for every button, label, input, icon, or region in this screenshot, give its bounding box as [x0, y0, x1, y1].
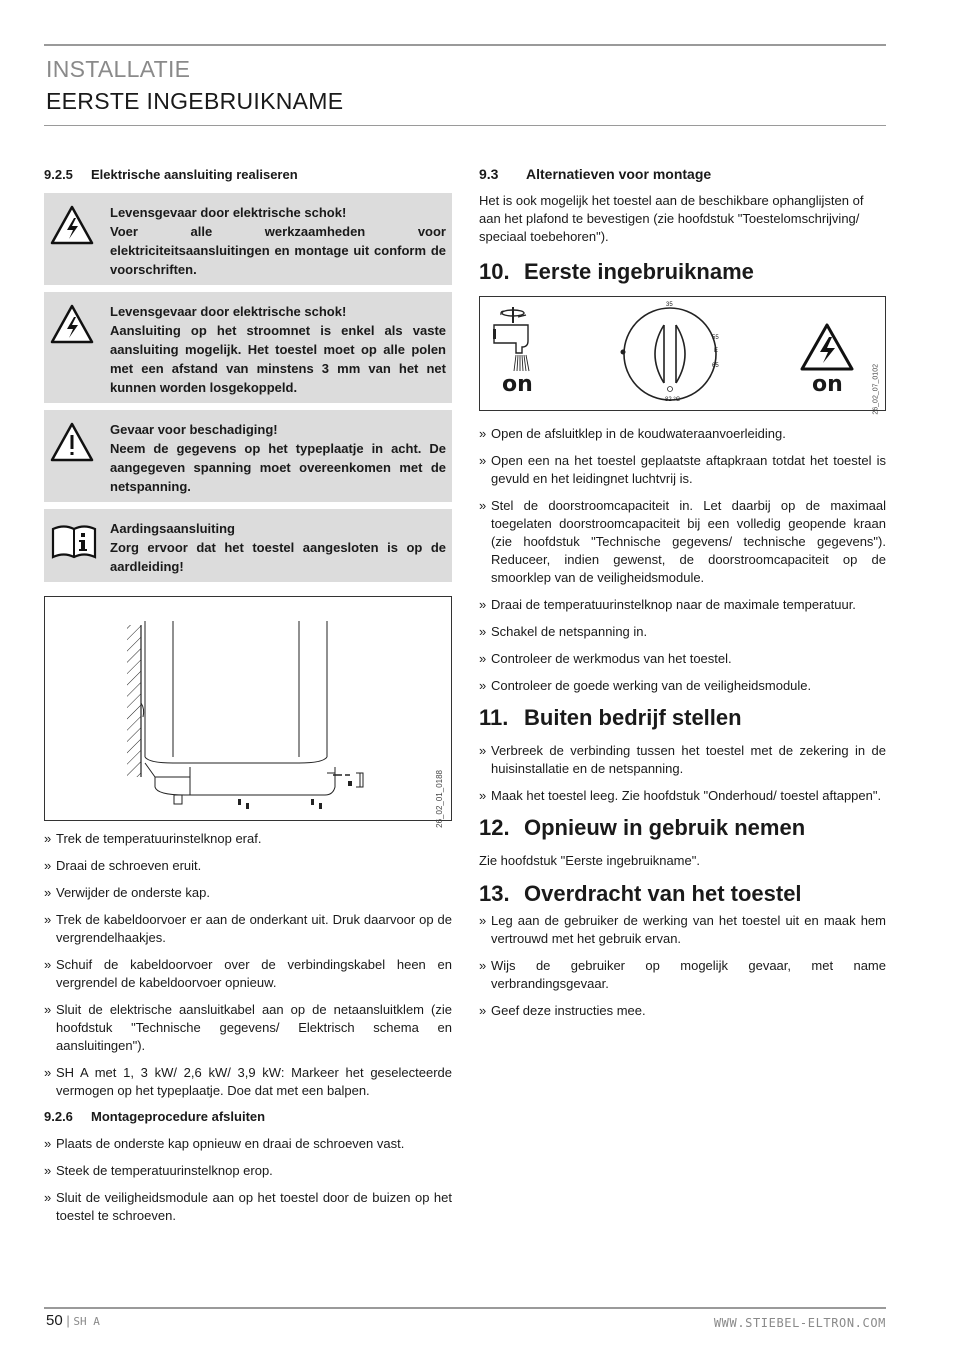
list-item: » Verbreek de verbinding tussen het toestel met de zekering in de huisinstallatie en de netspanning. [479, 743, 886, 776]
list-item: » SH A met 1, 3 kW/ 2,6 kW/ 3,9 kW: Markeer het geselecteerde vermogen op het typeplaatje. Doe dat met een balpen. [44, 1065, 452, 1098]
list-item: » Wijs de gebruiker op mogelijk gevaar, met name verbrandingsgevaar. [479, 958, 886, 991]
bullet-marker: » [479, 624, 487, 639]
list-item: » Sluit de veiligheidsmodule aan op het toestel door de buizen op het toestel te schroeven. [44, 1190, 452, 1223]
list-item: » Draai de temperatuurinstelknop naar de maximale temperatuur. [479, 597, 856, 612]
bullet-marker: » [44, 858, 52, 873]
header-top-rule [44, 44, 886, 46]
bullet-marker: » [44, 1190, 52, 1205]
paragraph: Het is ook mogelijk het toestel aan de beschikbare ophanglijsten of aan het plafond te bevestigen (zie hoofdstuk "Toestelomschrijving/ speciaal toebehoren"). [479, 193, 864, 244]
website-link[interactable]: WWW.STIEBEL-ELTRON.COM [713, 1316, 886, 1330]
list-item: » Schakel de netspanning in. [479, 624, 648, 639]
header-bottom-rule [44, 125, 886, 126]
bullet-marker: » [44, 831, 52, 846]
list-item: » Controleer de werkmodus van het toestel. [479, 651, 732, 666]
list-item: » Geef deze instructies mee. [479, 1003, 646, 1018]
chapter-number: 13. [479, 881, 510, 906]
electric-hazard-icon [50, 302, 110, 397]
startup-figure [479, 296, 886, 415]
bullet-marker: » [479, 678, 487, 693]
section-heading-9-2-5 [44, 166, 452, 184]
note-body: Zorg ervoor dat het toestel aangesloten is op de aardleiding! [110, 540, 446, 574]
list-item: » Draai de schroeven eruit. [44, 858, 202, 873]
chapter-number: 12. [479, 815, 510, 840]
figure-code: 26_02_07_0102 [873, 364, 880, 415]
bullet-marker: » [44, 885, 52, 900]
list-item: » Maak het toestel leeg. Zie hoofdstuk "Onderhoud/ toestel aftappen". [479, 788, 882, 803]
section-number: 9.3 [479, 166, 499, 182]
bullet-marker: » [479, 958, 487, 973]
dial-label: 65 [712, 363, 719, 369]
chapter-title: Eerste ingebruikname [524, 259, 754, 284]
chapter-title: Buiten bedrijf stellen [524, 705, 742, 730]
list-item: » Stel de doorstroomcapaciteit in. Let daarbij op de maximaal toegelaten doorstroomcapaciteit bij een volledig geopende kraan (zie hoofdstuk "Technische gegevens/ technische gegevens"). Reduceer, indien gewenst, de doorstroomcapaciteit op de smoorklep van de veiligheidsmodule. [479, 498, 886, 585]
footer-separator: | [66, 1313, 70, 1328]
bullet-marker: » [479, 453, 487, 468]
footer-rule [44, 1307, 886, 1309]
list-item: » Steek de temperatuurinstelknop erop. [44, 1163, 273, 1178]
list-item: » Plaats de onderste kap opnieuw en draai de schroeven vast. [44, 1136, 405, 1151]
temperature-dial-icon [621, 308, 717, 400]
warning-body: Aansluiting op het stroomnet is enkel als vaste aansluiting mogelijk. Het toestel moet op alle polen met een afstand van minstens 3 mm van het net kunnen worden losgekoppeld. [110, 323, 446, 395]
bullet-marker: » [44, 1002, 52, 1017]
list-item: » Schuif de kabeldoorvoer over de verbindingskabel heen en vergrendel de kabeldoorvoer opnieuw. [44, 957, 452, 990]
appliance-bottom-drawing [45, 597, 451, 820]
bullet-marker: » [479, 743, 487, 758]
section-number: 9.2.6 [44, 1109, 73, 1124]
warning-heading: Levensgevaar door elektrische schok! [110, 205, 347, 220]
list-item: » Verwijder de onderste kap. [44, 885, 210, 900]
bullet-marker: » [44, 957, 52, 972]
dial-label: 82 °C [665, 397, 681, 403]
on-label-water: on [502, 372, 533, 397]
footer-left [46, 1312, 100, 1331]
chapter-number: 10. [479, 259, 510, 284]
list-item: » Open de afsluitklep in de koudwateraanvoerleiding. [479, 426, 786, 441]
page-section-title: INSTALLATIE [46, 56, 191, 82]
list-item: » Trek de kabeldoorvoer er aan de onderkant uit. Druk daarvoor op de vergrendelhaakjes. [44, 912, 452, 945]
chapter-title: Opnieuw in gebruik nemen [524, 815, 806, 840]
electric-power-icon [802, 325, 852, 369]
bullet-marker: » [479, 1003, 487, 1018]
right-column [479, 165, 886, 1029]
section-title: Alternatieven voor montage [526, 166, 712, 182]
manual-info-icon [50, 519, 110, 576]
chapter-title: Overdracht van het toestel [524, 881, 802, 906]
bullet-marker: » [479, 597, 487, 612]
on-label-power: on [812, 372, 843, 397]
warning-heading: Levensgevaar door elektrische schok! [110, 304, 347, 319]
left-column [44, 166, 452, 1234]
section-title: Elektrische aansluiting realiseren [91, 167, 298, 182]
chapter-heading-10 [479, 258, 886, 286]
bullet-marker: » [44, 1065, 52, 1080]
warning-body: Voer alle werkzaamheden voor elektriciteitsaansluitingen en montage uit conform de voorschriften. [110, 224, 446, 277]
chapter-heading-12 [479, 814, 886, 842]
warning-heading: Gevaar voor beschadiging! [110, 422, 278, 437]
caution-icon [50, 420, 110, 496]
dial-label: 55 [712, 335, 719, 341]
page-subtitle: EERSTE INGEBRUIKNAME [46, 88, 344, 114]
page-number: 50 [46, 1312, 63, 1329]
warning-box [44, 193, 452, 285]
note-heading: Aardingsaansluiting [110, 521, 235, 536]
document-id: SH A [73, 1315, 100, 1328]
bullet-marker: » [479, 913, 487, 928]
electric-hazard-icon [50, 203, 110, 279]
list-item: » Sluit de elektrische aansluitkabel aan op de netaansluitklem (zie hoofdstuk "Technische gegevens/ Elektrisch schema en aansluitingen"). [44, 1002, 452, 1053]
chapter-heading-11 [479, 704, 886, 732]
list-item: » Controleer de goede werking van de veiligheidsmodule. [479, 678, 812, 693]
note-box [44, 509, 452, 582]
chapter-heading-13 [479, 880, 886, 908]
bullet-marker: » [44, 1163, 52, 1178]
list-item: » Open een na het toestel geplaatste aftapkraan totdat het toestel is gevuld en het leidingnet luchtvrij is. [479, 453, 886, 486]
installation-figure [44, 596, 452, 828]
paragraph: Zie hoofdstuk "Eerste ingebruikname". [479, 853, 700, 868]
warning-body: Neem de gegevens op het typeplaatje in acht. De aangegeven spanning moet overeenkomen met de netspanning. [110, 441, 446, 494]
dial-label: 35 [666, 302, 673, 308]
figure-code: 26_02_01_0188 [435, 770, 444, 828]
list-item: » Leg aan de gebruiker de werking van het toestel uit en maak hem vertrouwd met het gebruik ervan. [479, 913, 886, 946]
chapter-number: 11. [479, 705, 509, 730]
bullet-marker: » [44, 912, 52, 927]
bullet-marker: » [44, 1136, 52, 1151]
list-item: » Trek de temperatuurinstelknop eraf. [44, 831, 262, 846]
water-tap-icon [493, 307, 529, 371]
dial-label: E [714, 348, 719, 354]
bullet-marker: » [479, 788, 487, 803]
bullet-marker: » [479, 651, 487, 666]
section-title: Montageprocedure afsluiten [91, 1109, 266, 1124]
section-heading-9-3 [479, 165, 886, 183]
bullet-marker: » [479, 498, 487, 513]
warning-box [44, 410, 452, 502]
warning-box [44, 292, 452, 403]
section-number: 9.2.5 [44, 167, 73, 182]
bullet-marker: » [479, 426, 487, 441]
section-heading-9-2-6 [44, 1108, 452, 1126]
